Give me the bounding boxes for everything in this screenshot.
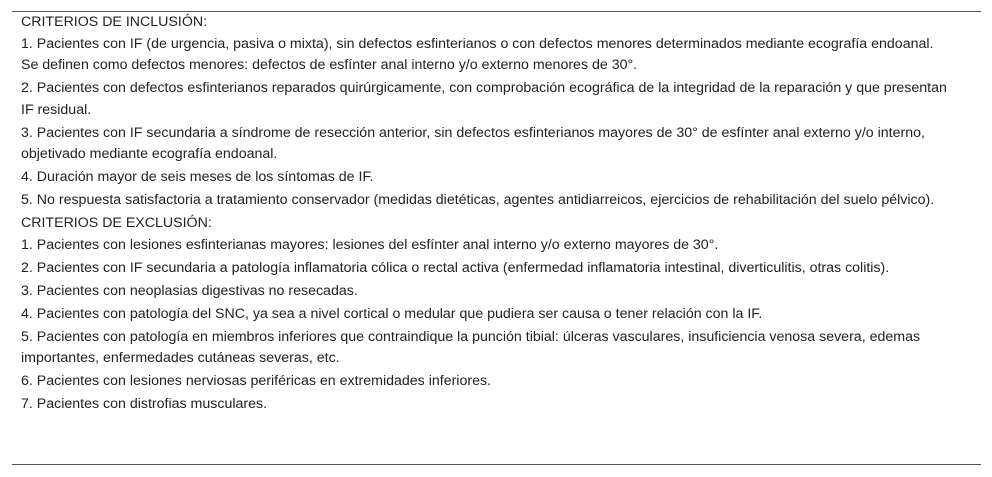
inclusion-item: 1. Pacientes con IF (de urgencia, pasiva o mixta), sin defectos esfinterianos o con defectos menores determinados mediante ecografía endoanal. Se definen como defectos menores: defectos de esfínter anal interno y/o externo menores de 30°. — [21, 35, 934, 73]
exclusion-item: 5. Pacientes con patología en miembros inferiores que contraindique la punción tibial: úlceras vasculares, insuficiencia venosa severa, edemas importantes, enfermedades cutáneas severas, etc. — [21, 328, 921, 366]
inclusion-item: 4. Duración mayor de seis meses de los síntomas de IF. — [21, 169, 374, 185]
criteria-table — [12, 11, 981, 465]
inclusion-item: 3. Pacientes con IF secundaria a síndrome de resección anterior, sin defectos esfinterianos mayores de 30° de esfínter anal externo y/o interno, objetivado mediante ecografía endoanal. — [21, 124, 925, 162]
inclusion-heading: CRITERIOS DE INCLUSIÓN: — [21, 14, 208, 30]
exclusion-item: 2. Pacientes con IF secundaria a patología inflamatoria cólica o rectal activa (enfermedad inflamatoria intestinal, diverticulitis, otras colitis). — [21, 259, 890, 276]
exclusion-item: 7. Pacientes con distrofias musculares. — [21, 396, 268, 412]
exclusion-item: 3. Pacientes con neoplasias digestivas no resecadas. — [21, 282, 358, 299]
exclusion-item: 1. Pacientes con lesiones esfinterianas mayores: lesiones del esfínter anal interno y/o externo mayores de 30°. — [21, 236, 719, 253]
inclusion-item: 2. Pacientes con defectos esfinterianos reparados quirúrgicamente, con comprobación ecográfica de la integridad de la reparación y que presentan IF residual. — [21, 80, 947, 118]
exclusion-item: 4. Pacientes con patología del SNC, ya sea a nivel cortical o medular que pudiera ser causa o tener relación con la IF. — [21, 305, 763, 322]
inclusion-item: 5. No respuesta satisfactoria a tratamiento conservador (medidas dietéticas, agentes antidiarreicos, ejercicios de rehabilitación del suelo pélvico). — [21, 192, 935, 208]
exclusion-heading: CRITERIOS DE EXCLUSIÓN: — [21, 215, 212, 231]
inclusion-section — [12, 12, 981, 212]
exclusion-item: 6. Pacientes con lesiones nerviosas periféricas en extremidades inferiores. — [21, 373, 492, 389]
exclusion-section — [12, 213, 981, 416]
